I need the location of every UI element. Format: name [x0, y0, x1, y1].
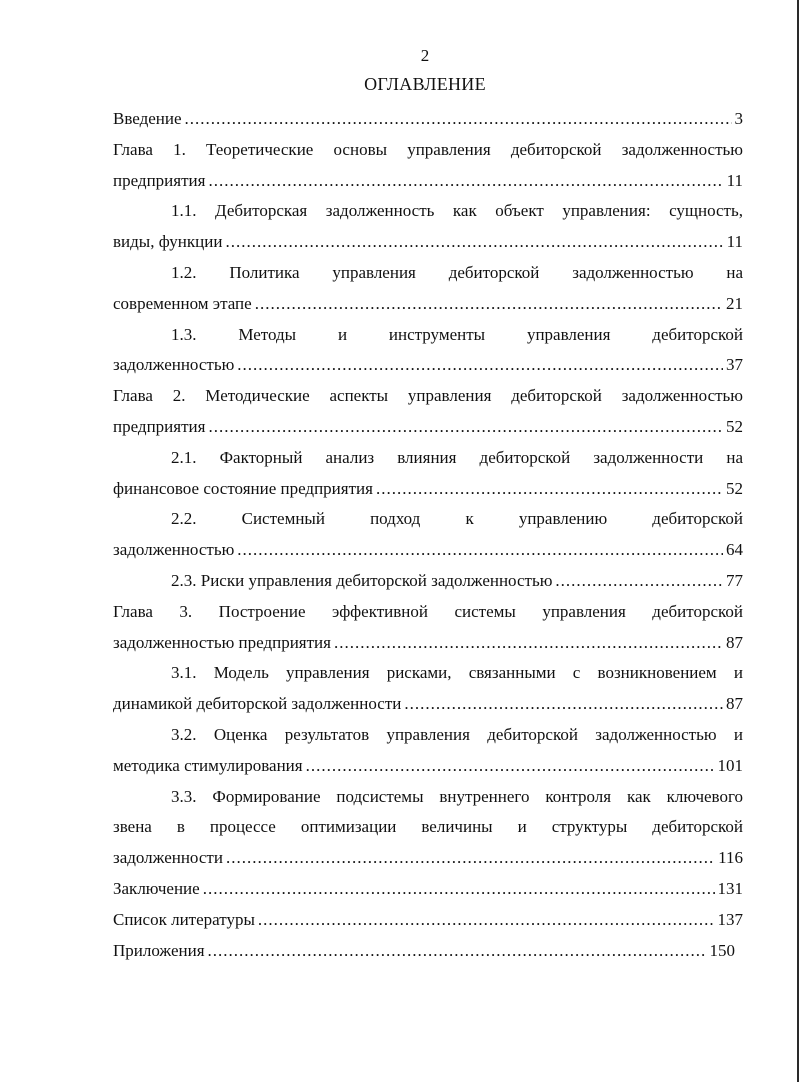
dot-leader — [258, 905, 715, 936]
toc-entry-intro[interactable] — [113, 104, 743, 135]
toc-entry-text: Список литературы — [113, 909, 255, 929]
dot-leader — [225, 227, 723, 258]
toc-entry-section-1-3[interactable] — [113, 320, 743, 382]
toc-entry-section-1-2[interactable] — [113, 258, 743, 320]
toc-page-number: 137 — [717, 909, 743, 929]
toc-entry-chapter-2[interactable] — [113, 381, 743, 443]
toc-page-number: 37 — [726, 355, 743, 375]
dot-leader — [376, 474, 723, 505]
toc-entry-text: предприятия — [113, 170, 206, 190]
toc-entry-references[interactable] — [113, 905, 743, 936]
toc-entry-text: динамикой дебиторской задолженности — [113, 694, 402, 714]
toc-page-number: 101 — [717, 755, 743, 775]
dot-leader — [555, 566, 723, 597]
toc-entry-text: Заключение — [113, 878, 200, 898]
toc-entry-chapter-3[interactable] — [113, 597, 743, 659]
toc-page-number: 11 — [726, 232, 743, 252]
toc-entry-text: 3.2. Оценка результатов управления дебиторской задолженностью и — [171, 724, 743, 744]
toc-page-number: 52 — [726, 416, 743, 436]
toc-entry-text: звена в процессе оптимизации величины и структуры дебиторской — [113, 817, 743, 837]
dot-leader — [185, 104, 732, 135]
toc-page-number: 21 — [726, 293, 743, 313]
toc-entry-text: Введение — [113, 109, 182, 128]
toc-entry-text: 3.1. Модель управления рисками, связанными с возникновением и — [171, 663, 743, 683]
toc-page-number: 77 — [726, 570, 743, 590]
toc-entry-text: Приложения — [113, 940, 205, 960]
toc-entry-text: 2.2. Системный подход к управлению дебиторской — [171, 509, 743, 529]
toc-entry-text: 1.2. Политика управления дебиторской задолженностью на — [171, 262, 743, 282]
toc-entry-section-3-2[interactable] — [113, 720, 743, 782]
dot-leader — [404, 689, 723, 720]
dot-leader — [306, 751, 715, 782]
toc-entry-text: Глава 3. Построение эффективной системы управления дебиторской — [113, 601, 743, 621]
toc-entry-text: Глава 1. Теоретические основы управления дебиторской задолженностью — [113, 139, 743, 159]
dot-leader — [255, 289, 723, 320]
toc-page-number: 64 — [726, 540, 743, 560]
toc-page-number: 52 — [726, 478, 743, 498]
toc-entry-conclusion[interactable] — [113, 874, 743, 905]
dot-leader — [237, 350, 723, 381]
toc-entry-section-1-1[interactable] — [113, 196, 743, 258]
toc-page-number: 11 — [726, 170, 743, 190]
toc-entry-section-3-1[interactable] — [113, 658, 743, 720]
toc-page-number: 131 — [717, 878, 743, 898]
toc-entry-text: финансовое состояние предприятия — [113, 478, 373, 498]
toc-entry-section-2-1[interactable] — [113, 443, 743, 505]
toc-entry-text: 2.1. Факторный анализ влияния дебиторской задолженности на — [171, 447, 743, 467]
toc-entry-appendices[interactable] — [113, 936, 735, 967]
toc-entry-text: 1.1. Дебиторская задолженность как объект управления: сущность, — [171, 201, 743, 221]
toc-entry-section-2-3[interactable] — [113, 566, 743, 597]
dot-leader — [208, 166, 723, 197]
toc-entry-chapter-1[interactable] — [113, 135, 743, 197]
dot-leader — [237, 535, 723, 566]
toc-entry-text: методика стимулирования — [113, 755, 303, 775]
dot-leader — [208, 412, 723, 443]
toc-entry-text: виды, функции — [113, 232, 223, 252]
toc-entry-text: задолженностью предприятия — [113, 632, 331, 652]
page-number: 2 — [420, 46, 430, 65]
toc-entry-section-3-3[interactable] — [113, 782, 743, 874]
toc-page-number: 116 — [718, 848, 743, 868]
toc-page-number: 3 — [734, 109, 743, 128]
toc-entry-text: задолженностью — [113, 540, 235, 560]
toc-page-number: 150 — [709, 940, 735, 960]
toc-entry-text: задолженности — [113, 848, 223, 868]
toc-entry-text: 3.3. Формирование подсистемы внутреннего контроля как ключевого — [171, 786, 743, 806]
toc-entry-text: задолженностью — [113, 355, 235, 375]
dot-leader — [208, 936, 707, 967]
toc-entry-text: Глава 2. Методические аспекты управления дебиторской задолженностью — [113, 386, 743, 406]
dot-leader — [226, 843, 715, 874]
dot-leader — [334, 628, 723, 659]
toc-entry-text: 2.3. Риски управления дебиторской задолженностью — [171, 570, 553, 590]
dot-leader — [203, 874, 715, 905]
table-of-contents — [113, 104, 743, 966]
toc-entry-section-2-2[interactable] — [113, 504, 743, 566]
toc-entry-text: современном этапе — [113, 293, 252, 313]
toc-page-number: 87 — [726, 632, 743, 652]
toc-entry-text: 1.3. Методы и инструменты управления дебиторской — [171, 324, 743, 344]
toc-entry-text: предприятия — [113, 416, 206, 436]
page-title: ОГЛАВЛЕНИЕ — [364, 74, 486, 94]
toc-page-number: 87 — [726, 694, 743, 714]
